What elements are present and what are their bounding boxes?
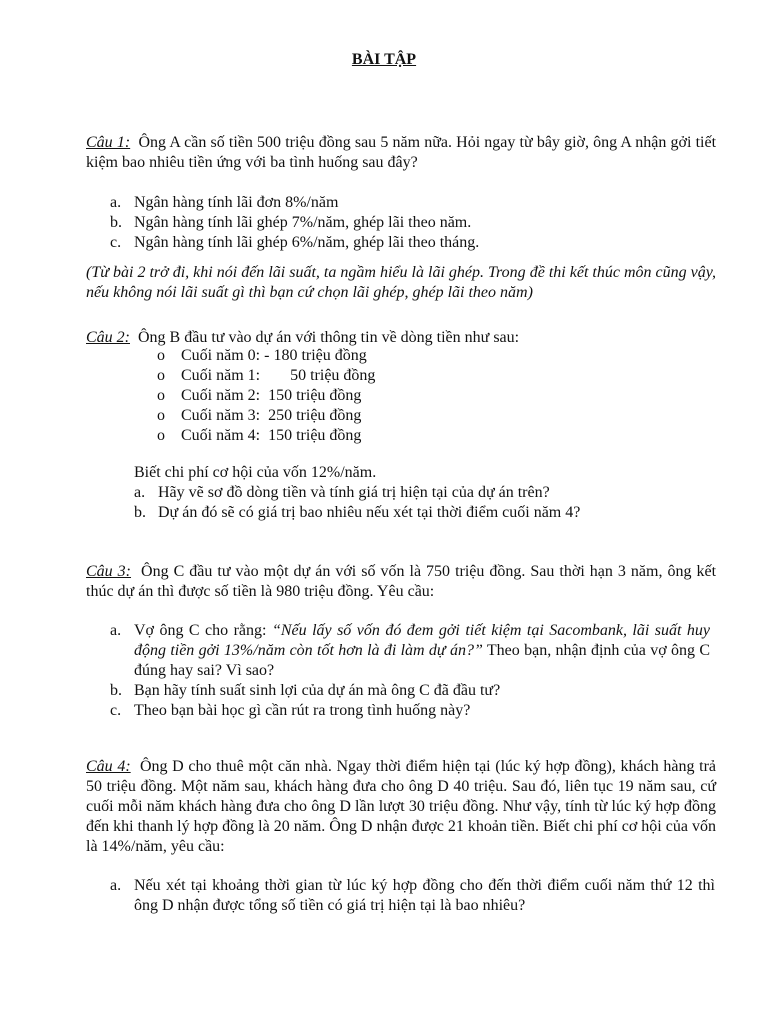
cashflow-list	[157, 346, 607, 446]
question-1-label: Câu 1:	[86, 134, 131, 151]
question-3-label: Câu 3:	[86, 563, 132, 580]
page-title: BÀI TẬP	[351, 51, 417, 68]
list-item: a. Vợ ông C cho rằng: “Nếu lấy số vốn đó đem gởi tiết kiệm tại Sacombank, lãi suất huy động tiền gởi 13%/năm còn tốt hơn là đi làm dự án?” Theo bạn, nhận định của vợ ông C đúng hay sai? Vì sao?	[110, 622, 711, 679]
list-item: o Cuối năm 2: 150 triệu đồng	[157, 387, 362, 404]
list-item: a. Hãy vẽ sơ đồ dòng tiền và tính giá trị hiện tại của dự án trên?	[134, 484, 550, 501]
question-3-text: Ông C đầu tư vào một dự án với số vốn là 750 triệu đồng. Sau thời hạn 3 năm, ông kết thúc dự án thì được số tiền là 980 triệu đồng. Yêu cầu:	[86, 563, 717, 600]
list-item: b. Bạn hãy tính suất sinh lợi của dự án mà ông C đã đầu tư?	[110, 682, 501, 699]
question-4-tasks	[110, 876, 715, 916]
question-3	[86, 562, 716, 602]
list-item: a. Ngân hàng tính lãi đơn 8%/năm	[110, 194, 339, 211]
question-2-text: Ông B đầu tư vào dự án với thông tin về dòng tiền như sau:	[138, 329, 520, 346]
question-4	[86, 757, 716, 857]
question-1-text: Ông A cần số tiền 500 triệu đồng sau 5 năm nữa. Hỏi ngay từ bây giờ, ông A nhận gởi tiết kiệm bao nhiêu tiền ứng với ba tình huống sau đây?	[86, 134, 717, 171]
question-1	[86, 133, 716, 173]
list-item: o Cuối năm 3: 250 triệu đồng	[157, 407, 362, 424]
question-1-options	[110, 193, 710, 253]
list-item: a. Nếu xét tại khoảng thời gian từ lúc ký hợp đồng cho đến thời điểm cuối năm thứ 12 thì ông D nhận được tổng số tiền có giá trị hiện tại là bao nhiêu?	[110, 877, 715, 914]
list-item: o Cuối năm 4: 150 triệu đồng	[157, 427, 362, 444]
question-4-text: Ông D cho thuê một căn nhà. Ngay thời điểm hiện tại (lúc ký hợp đồng), khách hàng trả 50 triệu đồng. Một năm sau, khách hàng đưa cho ông D 40 triệu. Sau đó, liên tục 19 năm sau, cứ cuối mỗi năm khách hàng đưa cho ông D lần lượt 30 triệu đồng. Như vậy, tính từ lúc ký hợp đồng đến khi thanh lý hợp đồng là 20 năm. Ông D nhận được 21 khoản tiền. Biết chi phí cơ hội của vốn là 14%/năm, yêu cầu:	[86, 758, 717, 855]
question-2	[86, 328, 716, 348]
question-4-label: Câu 4:	[86, 758, 131, 775]
question-2-label: Câu 2:	[86, 329, 130, 346]
list-item: c. Ngân hàng tính lãi ghép 6%/năm, ghép lãi theo tháng.	[110, 234, 480, 251]
list-item: c. Theo bạn bài học gì cần rút ra trong tình huống này?	[110, 702, 471, 719]
list-item: b. Ngân hàng tính lãi ghép 7%/năm, ghép lãi theo năm.	[110, 214, 472, 231]
question-2-tasks	[134, 483, 724, 523]
note-paragraph: (Từ bài 2 trở đi, khi nói đến lãi suất, ta ngầm hiểu là lãi ghép. Trong đề thi kết thúc môn cũng vậy, nếu không nói lãi suất gì thì bạn cứ chọn lãi ghép, ghép lãi theo năm)	[86, 264, 716, 301]
list-item: o Cuối năm 1: 50 triệu đồng	[157, 367, 376, 384]
list-item: b. Dự án đó sẽ có giá trị bao nhiêu nếu xét tại thời điểm cuối năm 4?	[134, 504, 581, 521]
list-item: o Cuối năm 0: - 180 triệu đồng	[157, 347, 367, 364]
question-3-tasks	[110, 621, 710, 721]
opportunity-cost-text: Biết chi phí cơ hội của vốn 12%/năm.	[134, 464, 377, 481]
